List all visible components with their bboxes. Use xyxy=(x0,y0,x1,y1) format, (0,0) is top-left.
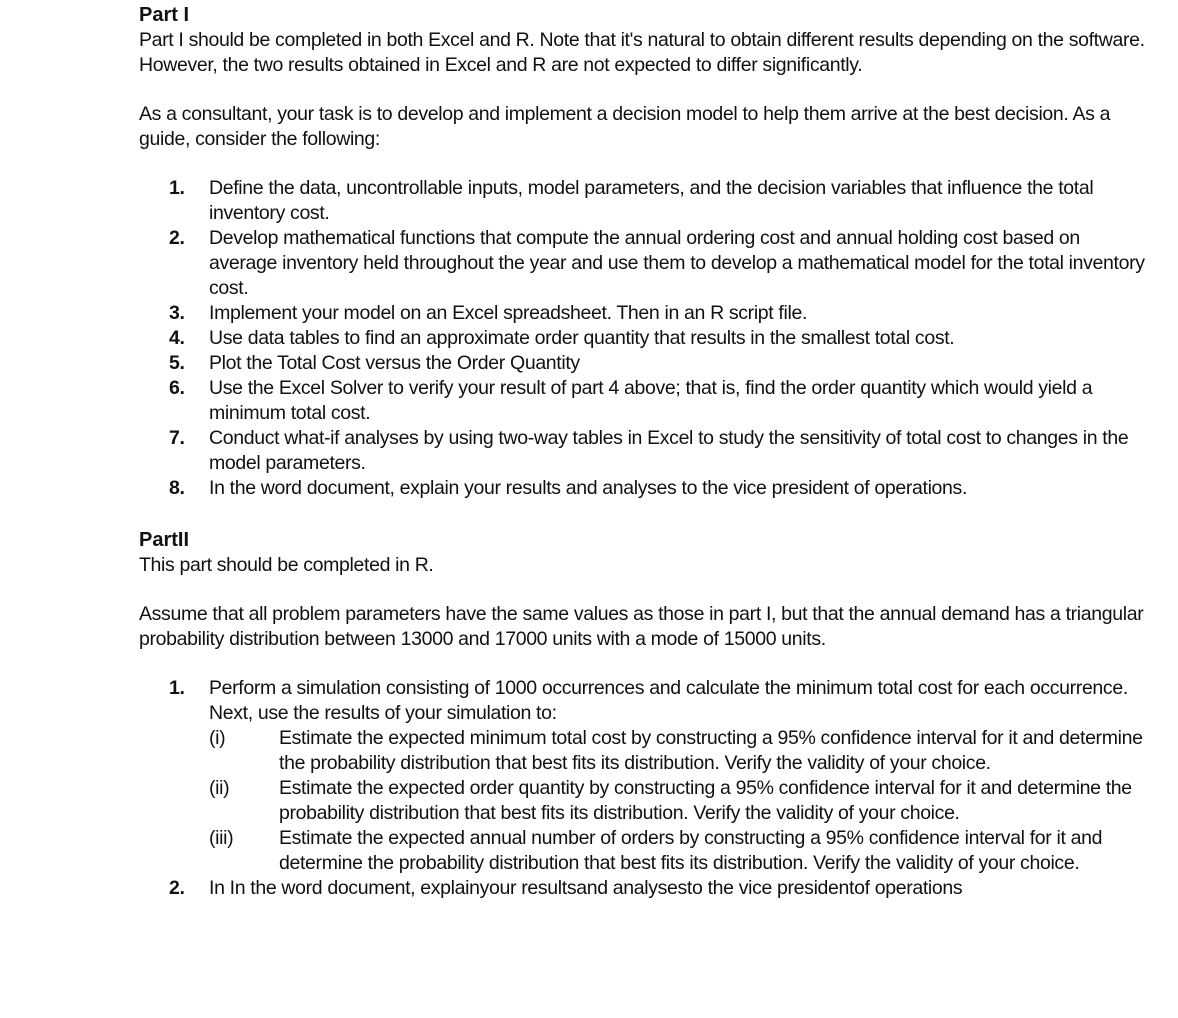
sub-list-item: (i) Estimate the expected minimum total cost by constructing a 95% confidence interval for it and determine the probability distribution that best fits its distribution. Verify the validity of your choice. xyxy=(209,727,1143,774)
list-item: 3. Implement your model on an Excel spreadsheet. Then in an R script file. xyxy=(169,302,808,324)
sub-list-item: (iii) Estimate the expected annual number of orders by constructing a 95% confidence interval for it and determine the probability distribution that best fits its distribution. Verify the validity of your choice. xyxy=(209,827,1103,874)
list-item: 2. In In the word document, explainyour resultsand analysesto the vice presidentof operations xyxy=(169,877,963,899)
list-item: 4. Use data tables to find an approximate order quantity that results in the smallest total cost. xyxy=(169,327,955,349)
part1-task: As a consultant, your task is to develop and implement a decision model to help them arrive at the best decision. As a guide, consider the following: xyxy=(139,103,1111,150)
sub-list-item: (ii) Estimate the expected order quantity by constructing a 95% confidence interval for it and determine the probability distribution that best fits its distribution. Verify the validity of your choice. xyxy=(209,777,1132,824)
list-item: 8. In the word document, explain your results and analyses to the vice president of operations. xyxy=(169,477,968,499)
part2-intro: This part should be completed in R. xyxy=(139,554,434,576)
list-item: 7. Conduct what-if analyses by using two-way tables in Excel to study the sensitivity of total cost to changes in the model parameters. xyxy=(169,427,1129,474)
part2-assumption: Assume that all problem parameters have the same values as those in part I, but that the annual demand has a triangular probability distribution between 13000 and 17000 units with a mode of 15000 units. xyxy=(139,603,1144,650)
part1-heading: Part I xyxy=(139,4,190,26)
list-item: 1. Define the data, uncontrollable inputs, model parameters, and the decision variables that influence the total inventory cost. xyxy=(169,177,1094,224)
part1-list xyxy=(139,176,1149,501)
sub-list xyxy=(209,726,1149,876)
list-item: 5. Plot the Total Cost versus the Order Quantity xyxy=(169,352,580,374)
part2-list xyxy=(139,676,1149,901)
list-item: 1. Perform a simulation consisting of 1000 occurrences and calculate the minimum total cost for each occurrence. Next, use the results of your simulation to: (i) Estimate the expected minimum total cost by constructing a 95% confidence interval for it and determine the probability distribution that best fits its distribution. Verify the validity of your choice. (ii) Estimate the expected order quantity by constructing a 95% confidence interval for it and determine the probability distribution that best fits its distribution. Verify the validity of your choice. (iii) Estimate the expected annual number of orders by constructing a 95% confidence interval for it and determine the probability distribution that best fits its distribution. Verify the validity of your choice. xyxy=(169,676,1149,876)
list-item: 2. Develop mathematical functions that compute the annual ordering cost and annual holding cost based on average inventory held throughout the year and use them to develop a mathematical model for the total inventory cost. xyxy=(169,227,1145,299)
list-item: 6. Use the Excel Solver to verify your result of part 4 above; that is, find the order quantity which would yield a minimum total cost. xyxy=(169,377,1093,424)
part1-intro: Part I should be completed in both Excel and R. Note that it's natural to obtain different results depending on the software. However, the two results obtained in Excel and R are not expected to differ significantly. xyxy=(139,29,1145,76)
part2-heading: PartII xyxy=(139,529,190,551)
document-page xyxy=(139,0,1149,901)
